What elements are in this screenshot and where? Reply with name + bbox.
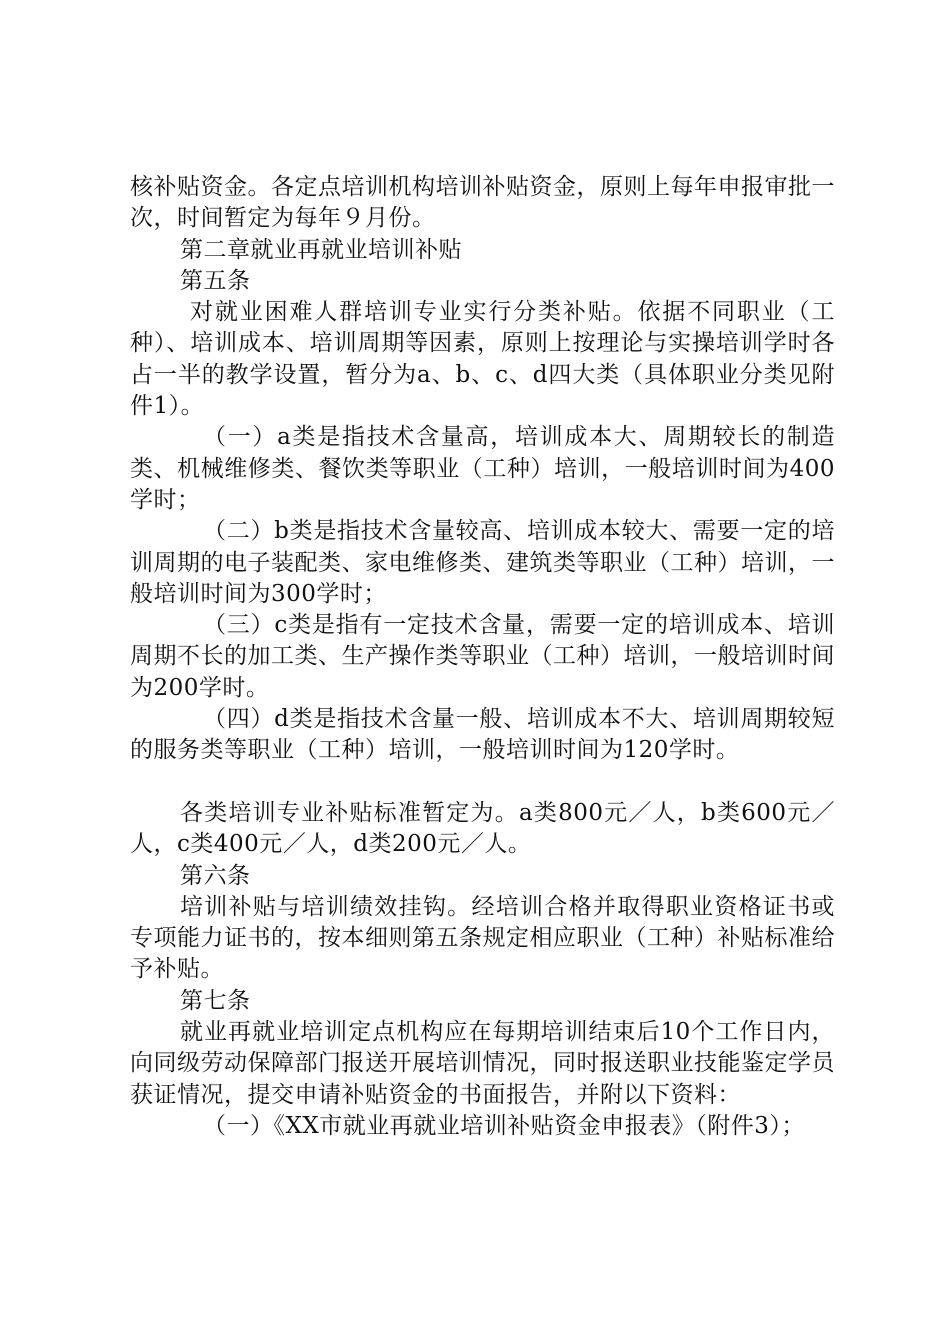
paragraph-class-b: （二）b类是指技术含量较高、培训成本较大、需要一定的培训周期的电子装配类、家电维修类、建筑类等职业（工种）培训，一般培训时间为300学时；	[130, 518, 835, 607]
chapter-heading: 第二章就业再就业培训补贴	[180, 236, 462, 263]
paragraph-article-6: 培训补贴与培训绩效挂钩。经培训合格并取得职业资格证书或专项能力证书的，按本细则第五条规定相应职业（工种）补贴标准给予补贴。	[130, 893, 835, 983]
document-body	[130, 172, 835, 1142]
paragraph-class-d: （四）d类是指技术含量一般、培训成本不大、培训周期较短的服务类等职业（工种）培训，一般培训时间为120学时。	[130, 706, 835, 764]
article-heading-5: 第五条	[180, 267, 251, 294]
paragraph-article-5: 对就业困难人群培训专业实行分类补贴。依据不同职业（工种）、培训成本、培训周期等因素，原则上按理论与实操培训学时各占一半的教学设置，暂分为a、b、c、d四大类（具体职业分类见附件1）。	[130, 299, 835, 420]
article-heading-6: 第六条	[180, 862, 251, 889]
paragraph-class-c: （三）c类是指有一定技术含量，需要一定的培训成本、培训周期不长的加工类、生产操作类等职业（工种）培训，一般培训时间为200学时。	[130, 612, 835, 701]
paragraph-article-7: 就业再就业培训定点机构应在每期培训结束后10个工作日内，向同级劳动保障部门报送开展培训情况，同时报送职业技能鉴定学员获证情况，提交申请补贴资金的书面报告，并附以下资料：	[130, 1019, 835, 1108]
paragraph-class-a: （一）a类是指技术含量高，培训成本大、周期较长的制造类、机械维修类、餐饮类等职业（工种）培训，一般培训时间为400学时；	[130, 424, 835, 513]
paragraph-subsidy-standard: 各类培训专业补贴标准暂定为。a类800元／人，b类600元／人，c类400元／人，d类200元／人。	[130, 799, 835, 858]
paragraph-subsidy-approval: 核补贴资金。各定点培训机构培训补贴资金，原则上每年申报审批一次，时间暂定为每年９月份。	[130, 174, 835, 232]
article-heading-7: 第七条	[180, 987, 251, 1014]
blank-line	[130, 767, 835, 798]
paragraph-attachment-list-1: （一）《XX市就业再就业培训补贴资金申报表》（附件3）；	[203, 1112, 805, 1139]
